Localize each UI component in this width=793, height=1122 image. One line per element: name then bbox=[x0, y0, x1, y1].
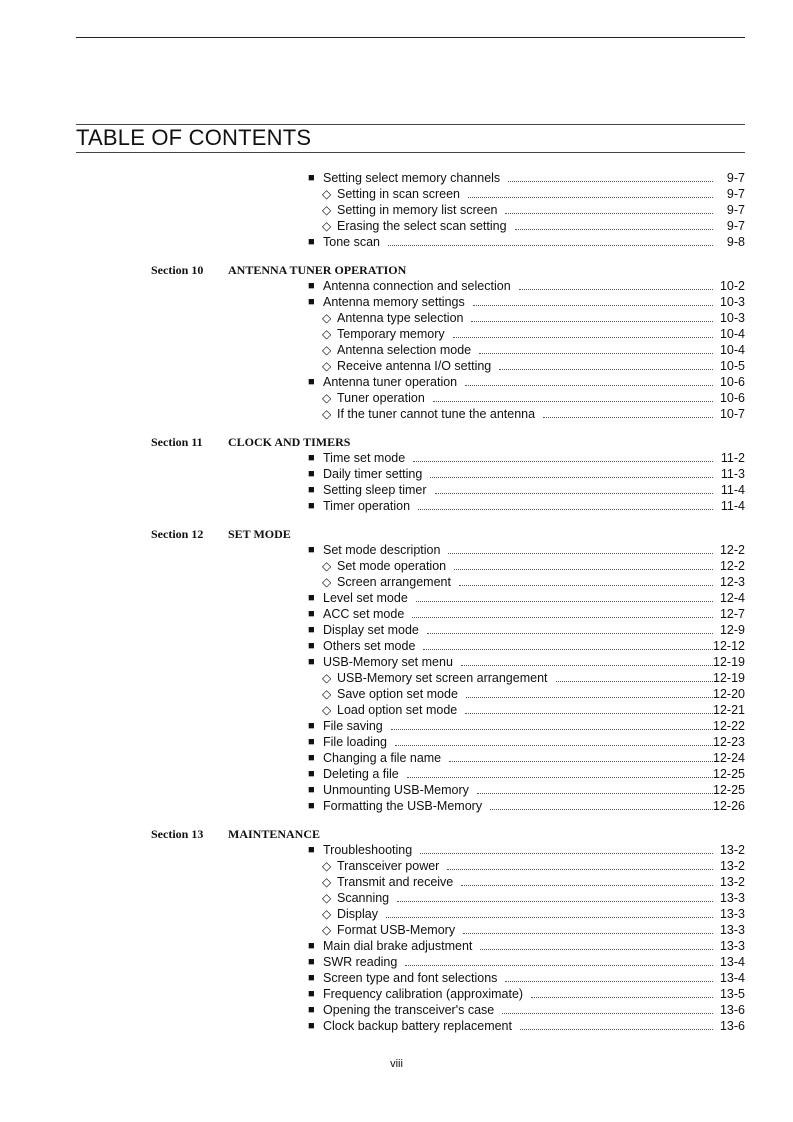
entry-text: File loading bbox=[323, 735, 387, 749]
dot-leader bbox=[480, 949, 713, 950]
entry-page: 9-7 bbox=[726, 203, 745, 217]
entry-page: 12-25 bbox=[713, 767, 745, 781]
dot-leader bbox=[466, 697, 713, 698]
toc-entry[interactable] bbox=[0, 498, 793, 514]
entry-text: Display set mode bbox=[323, 623, 419, 637]
dot-leader bbox=[502, 1013, 713, 1014]
toc-entry[interactable] bbox=[0, 202, 793, 218]
entry-text: Scanning bbox=[337, 891, 390, 905]
entry-text: Time set mode bbox=[323, 451, 406, 465]
toc-entry[interactable] bbox=[0, 858, 793, 874]
diamond-bullet-icon: ◇ bbox=[322, 391, 332, 405]
title-underline bbox=[76, 152, 745, 153]
diamond-bullet-icon: ◇ bbox=[322, 907, 332, 921]
entry-page: 12-12 bbox=[713, 639, 745, 653]
toc-entry[interactable] bbox=[0, 702, 793, 718]
entry-page: 10-6 bbox=[719, 375, 745, 389]
entry-page: 11-3 bbox=[720, 467, 745, 481]
diamond-bullet-icon: ◇ bbox=[322, 575, 332, 589]
entry-text: Unmounting USB-Memory bbox=[323, 783, 469, 797]
diamond-bullet-icon: ◇ bbox=[322, 559, 332, 573]
dot-leader bbox=[519, 289, 713, 290]
toc-entry[interactable] bbox=[0, 954, 793, 970]
diamond-bullet-icon: ◇ bbox=[322, 327, 332, 341]
dot-leader bbox=[473, 305, 713, 306]
dot-leader bbox=[397, 901, 713, 902]
entry-text: Setting in memory list screen bbox=[337, 203, 498, 217]
dot-leader bbox=[459, 585, 713, 586]
diamond-bullet-icon: ◇ bbox=[322, 671, 332, 685]
dot-leader bbox=[388, 245, 713, 246]
entry-text: Screen type and font selections bbox=[323, 971, 498, 985]
diamond-bullet-icon: ◇ bbox=[322, 359, 332, 373]
square-bullet-icon: ■ bbox=[308, 640, 315, 652]
square-bullet-icon: ■ bbox=[308, 468, 315, 480]
entry-page: 13-2 bbox=[719, 843, 745, 857]
dot-leader bbox=[556, 681, 713, 682]
toc-entry[interactable] bbox=[0, 170, 793, 186]
square-bullet-icon: ■ bbox=[308, 376, 315, 388]
entry-text: Erasing the select scan setting bbox=[337, 219, 507, 233]
section-name: SET MODE bbox=[228, 527, 291, 541]
dot-leader bbox=[453, 337, 713, 338]
entry-text: Clock backup battery replacement bbox=[323, 1019, 512, 1033]
square-bullet-icon: ■ bbox=[308, 172, 315, 184]
entry-text: ACC set mode bbox=[323, 607, 405, 621]
toc-entry[interactable] bbox=[0, 1018, 793, 1034]
toc-entry[interactable] bbox=[0, 406, 793, 422]
toc-section bbox=[0, 170, 793, 250]
entry-page: 12-3 bbox=[719, 575, 745, 589]
entry-page: 13-6 bbox=[719, 1003, 745, 1017]
dot-leader bbox=[447, 869, 713, 870]
entry-page: 12-2 bbox=[719, 543, 745, 557]
section-name: CLOCK AND TIMERS bbox=[228, 435, 351, 449]
dot-leader bbox=[435, 493, 713, 494]
entry-text: Antenna selection mode bbox=[337, 343, 472, 357]
diamond-bullet-icon: ◇ bbox=[322, 219, 332, 233]
dot-leader bbox=[386, 917, 713, 918]
dot-leader bbox=[405, 965, 713, 966]
entry-text: Display bbox=[337, 907, 378, 921]
toc-section bbox=[0, 526, 793, 814]
entry-page: 12-24 bbox=[713, 751, 745, 765]
diamond-bullet-icon: ◇ bbox=[322, 703, 332, 717]
square-bullet-icon: ■ bbox=[308, 972, 315, 984]
dot-leader bbox=[461, 885, 713, 886]
diamond-bullet-icon: ◇ bbox=[322, 203, 332, 217]
entry-page: 9-8 bbox=[726, 235, 745, 249]
dot-leader bbox=[412, 617, 713, 618]
diamond-bullet-icon: ◇ bbox=[322, 187, 332, 201]
entry-page: 10-5 bbox=[719, 359, 745, 373]
entry-text: Antenna type selection bbox=[337, 311, 464, 325]
entry-page: 12-23 bbox=[713, 735, 745, 749]
entry-text: Save option set mode bbox=[337, 687, 458, 701]
square-bullet-icon: ■ bbox=[308, 736, 315, 748]
toc-entry[interactable] bbox=[0, 1002, 793, 1018]
toc-entry[interactable] bbox=[0, 482, 793, 498]
entry-text: Formatting the USB-Memory bbox=[323, 799, 483, 813]
dot-leader bbox=[505, 213, 713, 214]
entry-text: Antenna memory settings bbox=[323, 295, 465, 309]
entry-text: File saving bbox=[323, 719, 383, 733]
entry-page: 10-3 bbox=[719, 311, 745, 325]
toc-entry[interactable] bbox=[0, 638, 793, 654]
dot-leader bbox=[395, 745, 713, 746]
section-number: Section 11 bbox=[151, 435, 203, 449]
diamond-bullet-icon: ◇ bbox=[322, 311, 332, 325]
toc-entry[interactable] bbox=[0, 326, 793, 342]
dot-leader bbox=[420, 853, 713, 854]
square-bullet-icon: ■ bbox=[308, 720, 315, 732]
toc-entry[interactable] bbox=[0, 798, 793, 814]
entry-page: 12-19 bbox=[713, 671, 745, 685]
entry-text: Main dial brake adjustment bbox=[323, 939, 473, 953]
toc-entry[interactable] bbox=[0, 874, 793, 890]
entry-page: 13-6 bbox=[719, 1019, 745, 1033]
entry-page: 13-3 bbox=[719, 923, 745, 937]
toc-entry[interactable] bbox=[0, 218, 793, 234]
entry-text: Antenna tuner operation bbox=[323, 375, 458, 389]
diamond-bullet-icon: ◇ bbox=[322, 343, 332, 357]
entry-page: 12-20 bbox=[713, 687, 745, 701]
toc-entry[interactable] bbox=[0, 970, 793, 986]
square-bullet-icon: ■ bbox=[308, 592, 315, 604]
dot-leader bbox=[427, 633, 713, 634]
entry-text: SWR reading bbox=[323, 955, 398, 969]
square-bullet-icon: ■ bbox=[308, 544, 315, 556]
square-bullet-icon: ■ bbox=[308, 752, 315, 764]
entry-text: Load option set mode bbox=[337, 703, 458, 717]
square-bullet-icon: ■ bbox=[308, 1004, 315, 1016]
square-bullet-icon: ■ bbox=[308, 940, 315, 952]
entry-page: 9-7 bbox=[726, 171, 745, 185]
entry-text: Changing a file name bbox=[323, 751, 442, 765]
entry-text: Format USB-Memory bbox=[337, 923, 456, 937]
dot-leader bbox=[448, 553, 713, 554]
toc-entry[interactable] bbox=[0, 842, 793, 858]
square-bullet-icon: ■ bbox=[308, 452, 315, 464]
entry-page: 13-5 bbox=[719, 987, 745, 1001]
toc-entry[interactable] bbox=[0, 390, 793, 406]
square-bullet-icon: ■ bbox=[308, 296, 315, 308]
entry-page: 10-6 bbox=[719, 391, 745, 405]
entry-page: 13-4 bbox=[719, 971, 745, 985]
entry-page: 9-7 bbox=[726, 219, 745, 233]
toc-entry[interactable] bbox=[0, 466, 793, 482]
diamond-bullet-icon: ◇ bbox=[322, 875, 332, 889]
entry-page: 12-2 bbox=[719, 559, 745, 573]
dot-leader bbox=[416, 601, 713, 602]
toc-entry[interactable] bbox=[0, 234, 793, 250]
toc-list bbox=[0, 170, 793, 1034]
entry-text: USB-Memory set menu bbox=[323, 655, 453, 669]
square-bullet-icon: ■ bbox=[308, 800, 315, 812]
section-number: Section 12 bbox=[151, 527, 204, 541]
entry-page: 9-7 bbox=[726, 187, 745, 201]
dot-leader bbox=[465, 713, 713, 714]
entry-text: Set mode description bbox=[323, 543, 441, 557]
entry-page: 13-3 bbox=[719, 891, 745, 905]
diamond-bullet-icon: ◇ bbox=[322, 923, 332, 937]
square-bullet-icon: ■ bbox=[308, 500, 315, 512]
toc-entry[interactable] bbox=[0, 986, 793, 1002]
square-bullet-icon: ■ bbox=[308, 844, 315, 856]
toc-entry[interactable] bbox=[0, 590, 793, 606]
diamond-bullet-icon: ◇ bbox=[322, 859, 332, 873]
dot-leader bbox=[543, 417, 713, 418]
entry-page: 12-19 bbox=[713, 655, 745, 669]
page-number: viii bbox=[390, 1058, 403, 1070]
entry-text: Transmit and receive bbox=[337, 875, 454, 889]
entry-page: 13-3 bbox=[719, 907, 745, 921]
square-bullet-icon: ■ bbox=[308, 768, 315, 780]
section-heading bbox=[0, 526, 793, 542]
section-heading bbox=[0, 826, 793, 842]
toc-entry[interactable] bbox=[0, 186, 793, 202]
dot-leader bbox=[477, 793, 713, 794]
entry-text: Troubleshooting bbox=[323, 843, 413, 857]
toc-entry[interactable] bbox=[0, 542, 793, 558]
entry-page: 13-3 bbox=[719, 939, 745, 953]
toc-section bbox=[0, 434, 793, 514]
entry-text: Receive antenna I/O setting bbox=[337, 359, 492, 373]
entry-page: 12-25 bbox=[713, 783, 745, 797]
diamond-bullet-icon: ◇ bbox=[322, 407, 332, 421]
entry-page: 10-7 bbox=[719, 407, 745, 421]
dot-leader bbox=[508, 181, 713, 182]
entry-text: Deleting a file bbox=[323, 767, 399, 781]
dot-leader bbox=[515, 229, 713, 230]
toc-entry[interactable] bbox=[0, 342, 793, 358]
entry-text: USB-Memory set screen arrangement bbox=[337, 671, 548, 685]
entry-page: 13-2 bbox=[719, 875, 745, 889]
dot-leader bbox=[479, 353, 713, 354]
dot-leader bbox=[505, 981, 713, 982]
diamond-bullet-icon: ◇ bbox=[322, 891, 332, 905]
toc-entry[interactable] bbox=[0, 558, 793, 574]
section-name: MAINTENANCE bbox=[228, 827, 321, 841]
entry-text: Temporary memory bbox=[337, 327, 445, 341]
entry-text: Daily timer setting bbox=[323, 467, 423, 481]
entry-page: 13-4 bbox=[719, 955, 745, 969]
entry-text: Setting sleep timer bbox=[323, 483, 427, 497]
dot-leader bbox=[413, 461, 713, 462]
dot-leader bbox=[490, 809, 713, 810]
diamond-bullet-icon: ◇ bbox=[322, 687, 332, 701]
entry-text: Opening the transceiver's case bbox=[323, 1003, 495, 1017]
toc-entry[interactable] bbox=[0, 374, 793, 390]
entry-text: Screen arrangement bbox=[337, 575, 451, 589]
entry-page: 10-4 bbox=[719, 343, 745, 357]
square-bullet-icon: ■ bbox=[308, 1020, 315, 1032]
section-heading bbox=[0, 434, 793, 450]
entry-text: Timer operation bbox=[323, 499, 411, 513]
square-bullet-icon: ■ bbox=[308, 608, 315, 620]
dot-leader bbox=[449, 761, 713, 762]
page-title: TABLE OF CONTENTS bbox=[76, 125, 312, 150]
entry-page: 10-2 bbox=[719, 279, 745, 293]
square-bullet-icon: ■ bbox=[308, 988, 315, 1000]
dot-leader bbox=[520, 1029, 713, 1030]
entry-page: 12-26 bbox=[713, 799, 745, 813]
dot-leader bbox=[433, 401, 713, 402]
square-bullet-icon: ■ bbox=[308, 280, 315, 292]
square-bullet-icon: ■ bbox=[308, 956, 315, 968]
entry-page: 11-2 bbox=[720, 451, 745, 465]
entry-text: Tone scan bbox=[323, 235, 380, 249]
entry-page: 10-3 bbox=[719, 295, 745, 309]
entry-text: Frequency calibration (approximate) bbox=[323, 987, 524, 1001]
toc-entry[interactable] bbox=[0, 938, 793, 954]
entry-page: 11-4 bbox=[720, 499, 745, 513]
dot-leader bbox=[454, 569, 713, 570]
section-number: Section 10 bbox=[151, 263, 204, 277]
dot-leader bbox=[407, 777, 713, 778]
dot-leader bbox=[468, 197, 713, 198]
toc-entry[interactable] bbox=[0, 310, 793, 326]
dot-leader bbox=[461, 665, 713, 666]
entry-text: Level set mode bbox=[323, 591, 408, 605]
toc-entry[interactable] bbox=[0, 606, 793, 622]
entry-text: Antenna connection and selection bbox=[323, 279, 511, 293]
toc-entry[interactable] bbox=[0, 686, 793, 702]
toc-section bbox=[0, 262, 793, 422]
toc-section bbox=[0, 826, 793, 1034]
dot-leader bbox=[423, 649, 713, 650]
section-number: Section 13 bbox=[151, 827, 204, 841]
entry-page: 10-4 bbox=[719, 327, 745, 341]
square-bullet-icon: ■ bbox=[308, 784, 315, 796]
section-name: ANTENNA TUNER OPERATION bbox=[228, 263, 407, 277]
toc-entry[interactable] bbox=[0, 734, 793, 750]
entry-text: If the tuner cannot tune the antenna bbox=[337, 407, 536, 421]
entry-text: Setting in scan screen bbox=[337, 187, 460, 201]
dot-leader bbox=[471, 321, 713, 322]
square-bullet-icon: ■ bbox=[308, 236, 315, 248]
entry-page: 12-4 bbox=[719, 591, 745, 605]
dot-leader bbox=[499, 369, 713, 370]
entry-text: Set mode operation bbox=[337, 559, 447, 573]
entry-text: Transceiver power bbox=[337, 859, 440, 873]
entry-text: Others set mode bbox=[323, 639, 416, 653]
dot-leader bbox=[418, 509, 713, 510]
dot-leader bbox=[463, 933, 713, 934]
toc-entry[interactable] bbox=[0, 782, 793, 798]
toc-entry[interactable] bbox=[0, 654, 793, 670]
entry-page: 12-22 bbox=[713, 719, 745, 733]
dot-leader bbox=[531, 997, 713, 998]
toc-entry[interactable] bbox=[0, 718, 793, 734]
entry-text: Setting select memory channels bbox=[323, 171, 501, 185]
toc-entry[interactable] bbox=[0, 358, 793, 374]
toc-entry[interactable] bbox=[0, 766, 793, 782]
toc-entry[interactable] bbox=[0, 450, 793, 466]
entry-page: 13-2 bbox=[719, 859, 745, 873]
entry-page: 12-21 bbox=[713, 703, 745, 717]
toc-entry[interactable] bbox=[0, 622, 793, 638]
toc-entry[interactable] bbox=[0, 278, 793, 294]
toc-entry[interactable] bbox=[0, 906, 793, 922]
toc-entry[interactable] bbox=[0, 670, 793, 686]
toc-entry[interactable] bbox=[0, 574, 793, 590]
entry-text: Tuner operation bbox=[337, 391, 425, 405]
section-heading bbox=[0, 262, 793, 278]
toc-entry[interactable] bbox=[0, 750, 793, 766]
toc-entry[interactable] bbox=[0, 294, 793, 310]
toc-entry[interactable] bbox=[0, 890, 793, 906]
toc-entry[interactable] bbox=[0, 922, 793, 938]
dot-leader bbox=[430, 477, 713, 478]
square-bullet-icon: ■ bbox=[308, 484, 315, 496]
entry-page: 11-4 bbox=[720, 483, 745, 497]
dot-leader bbox=[391, 729, 713, 730]
square-bullet-icon: ■ bbox=[308, 624, 315, 636]
entry-page: 12-9 bbox=[719, 623, 745, 637]
entry-page: 12-7 bbox=[719, 607, 745, 621]
square-bullet-icon: ■ bbox=[308, 656, 315, 668]
dot-leader bbox=[465, 385, 713, 386]
top-rule bbox=[76, 37, 745, 38]
